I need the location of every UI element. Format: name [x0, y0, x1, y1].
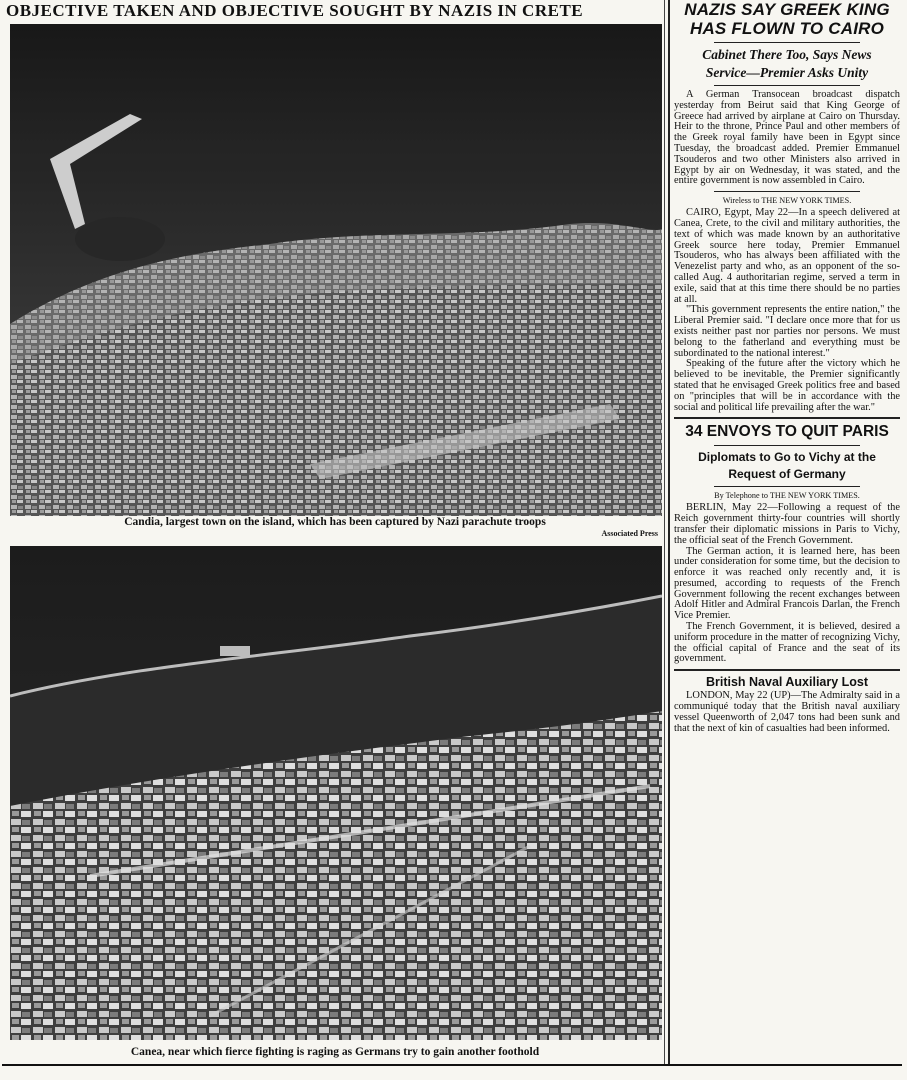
story-naval-auxiliary	[674, 675, 900, 734]
photo-headline: OBJECTIVE TAKEN AND OBJECTIVE SOUGHT BY NAZIS IN CRETE	[6, 1, 584, 20]
story-divider	[674, 417, 900, 419]
candia-photo-image	[10, 24, 662, 516]
canea-photo-caption: Canea, near which fierce fighting is raging as Germans try to gain another foothold	[130, 1046, 540, 1058]
story2-deck-line1: Diplomats to Go to Vichy at the	[698, 450, 876, 465]
candia-photo-caption: Candia, largest town on the island, which has been captured by Nazi parachute troops	[124, 516, 546, 528]
story3-headline: British Naval Auxiliary Lost	[705, 675, 869, 690]
story1-wireless-line: Wireless to THE NEW YORK TIMES.	[722, 196, 852, 206]
story1-lead-paragraph: A German Transocean broadcast dispatch yesterday from Beirut said that King George of Greece had arrived by airplane at Cairo on Thursday. Heir to the throne, Prince Paul and other members of the Greek royal family have been in Egypt since Tuesday, the broadcast added. Premier Emmanuel Tsouderos and two other Ministers also arrived in Egypt by air on Wednesday, it was stated, and the entire government is now assembled in Cairo.	[674, 89, 900, 187]
canea-aerial-photo	[10, 546, 662, 1040]
divider	[714, 191, 860, 192]
story1-headline-line1: NAZIS SAY GREEK KING	[684, 0, 890, 19]
text-column	[674, 0, 900, 734]
story2-paragraph: The German action, it is learned here, has been under consideration for some time, but the decision to enforce it was reached only recently and, it is presumed, according to requests of the French Government following the recent exchanges between Adolf Hitler and Admiral Francois Darlan, the French Vice Premier.	[674, 545, 900, 622]
story-greek-king	[674, 0, 900, 413]
candia-aerial-photo	[10, 24, 662, 516]
column-divider-thin	[664, 0, 665, 1064]
column-divider	[668, 0, 670, 1064]
story3-paragraph: LONDON, May 22 (UP)—The Admiralty said in a communiqué today that the British naval auxiliary vessel Queenworth of 2,047 tons had been sunk and that the next of kin of casualties had been informed.	[674, 690, 900, 734]
divider	[714, 486, 860, 487]
bottom-rule	[2, 1064, 902, 1066]
story2-byline: By Telephone to THE NEW YORK TIMES.	[714, 491, 860, 501]
story1-paragraph: CAIRO, Egypt, May 22—In a speech delivered at Canea, Crete, to the civil and military authorities, the text of which was made known by an authoritative Greek source here today, Premier Emmanuel Tsouderos, who has always been affiliated with the Venezelist party and who, as an opponent of the so-called Aug. 4 authoritarian regime, served a term in exile, said that at this time there should be no parties at all.	[674, 207, 900, 305]
photo-credit: Associated Press	[601, 529, 658, 538]
story-divider	[674, 669, 900, 671]
divider	[714, 445, 860, 446]
story1-paragraph: "This government represents the entire nation," the Liberal Premier said. "I declare once more that for us exists neither past nor parties nor persons. We must belong to the fatherland and everything must be subordinated to the national interest."	[674, 304, 900, 359]
story2-paragraph: The French Government, it is believed, desired a uniform procedure in the matter of recognizing Vichy, the official capital of France and the seat of its government.	[674, 621, 900, 665]
story2-paragraph: BERLIN, May 22—Following a request of the Reich government thirty-four countries will shortly transfer their diplomatic missions in Paris to Vichy, the official seat of the French Government.	[674, 502, 900, 546]
story2-deck-line2: Request of Germany	[728, 467, 846, 482]
divider	[714, 85, 860, 86]
story-envoys	[674, 423, 900, 665]
divider	[714, 42, 860, 43]
story2-headline: 34 ENVOYS TO QUIT PARIS	[685, 423, 889, 441]
canea-photo-image	[10, 546, 662, 1040]
photo-column	[4, 0, 666, 1080]
story1-deck-line2: Service—Premier Asks Unity	[705, 65, 869, 80]
story1-paragraph: Speaking of the future after the victory which he believed to be inevitable, the Premier significantly stated that he envisaged Greek politics free and based on "principles that will be in accordance with the social and political life prevailing after the war."	[674, 358, 900, 413]
story1-headline-line2: HAS FLOWN TO CAIRO	[689, 19, 885, 38]
story1-deck-line1: Cabinet There Too, Says News	[702, 47, 872, 62]
